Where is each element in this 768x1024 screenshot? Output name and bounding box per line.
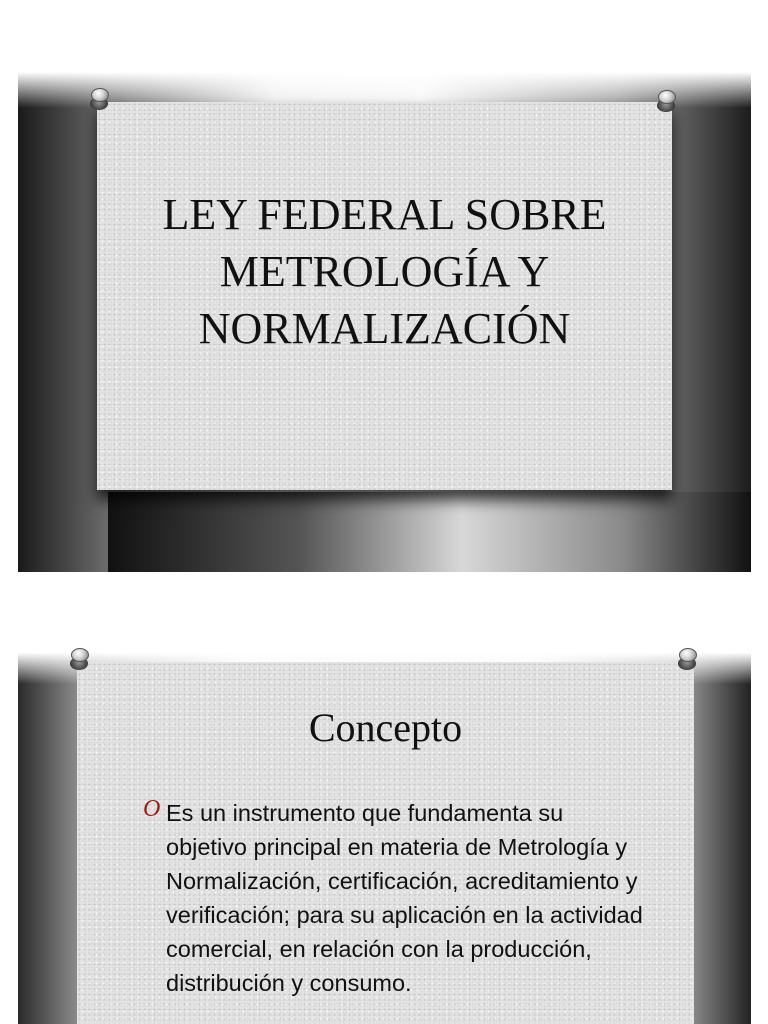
slide-2 [18,614,751,1024]
slide-background-highlight [18,18,751,108]
slide-1 [18,18,751,572]
content-paper-card [77,662,694,1024]
bullet-item [143,796,643,1000]
pushpin-icon [88,88,110,112]
slide-title: LEY FEDERAL SOBRE METROLOGÍA Y NORMALIZACIÓN [162,190,607,353]
bullet-text: Es un instrumento que fundamenta su objetivo principal en materia de Metrología y Normalización, certificación, acreditamiento y verificación; para su aplicación en la actividad comercial, en relación con la producción, distribución y consumo. [166,800,643,996]
pushpin-icon [68,648,90,672]
slide-background-shade [108,492,751,572]
pushpin-icon [655,90,677,114]
title-paper-card [97,102,672,490]
bullet-marker-icon: O [143,796,161,822]
slide-title: Concepto [308,705,463,750]
pushpin-icon [676,648,698,672]
